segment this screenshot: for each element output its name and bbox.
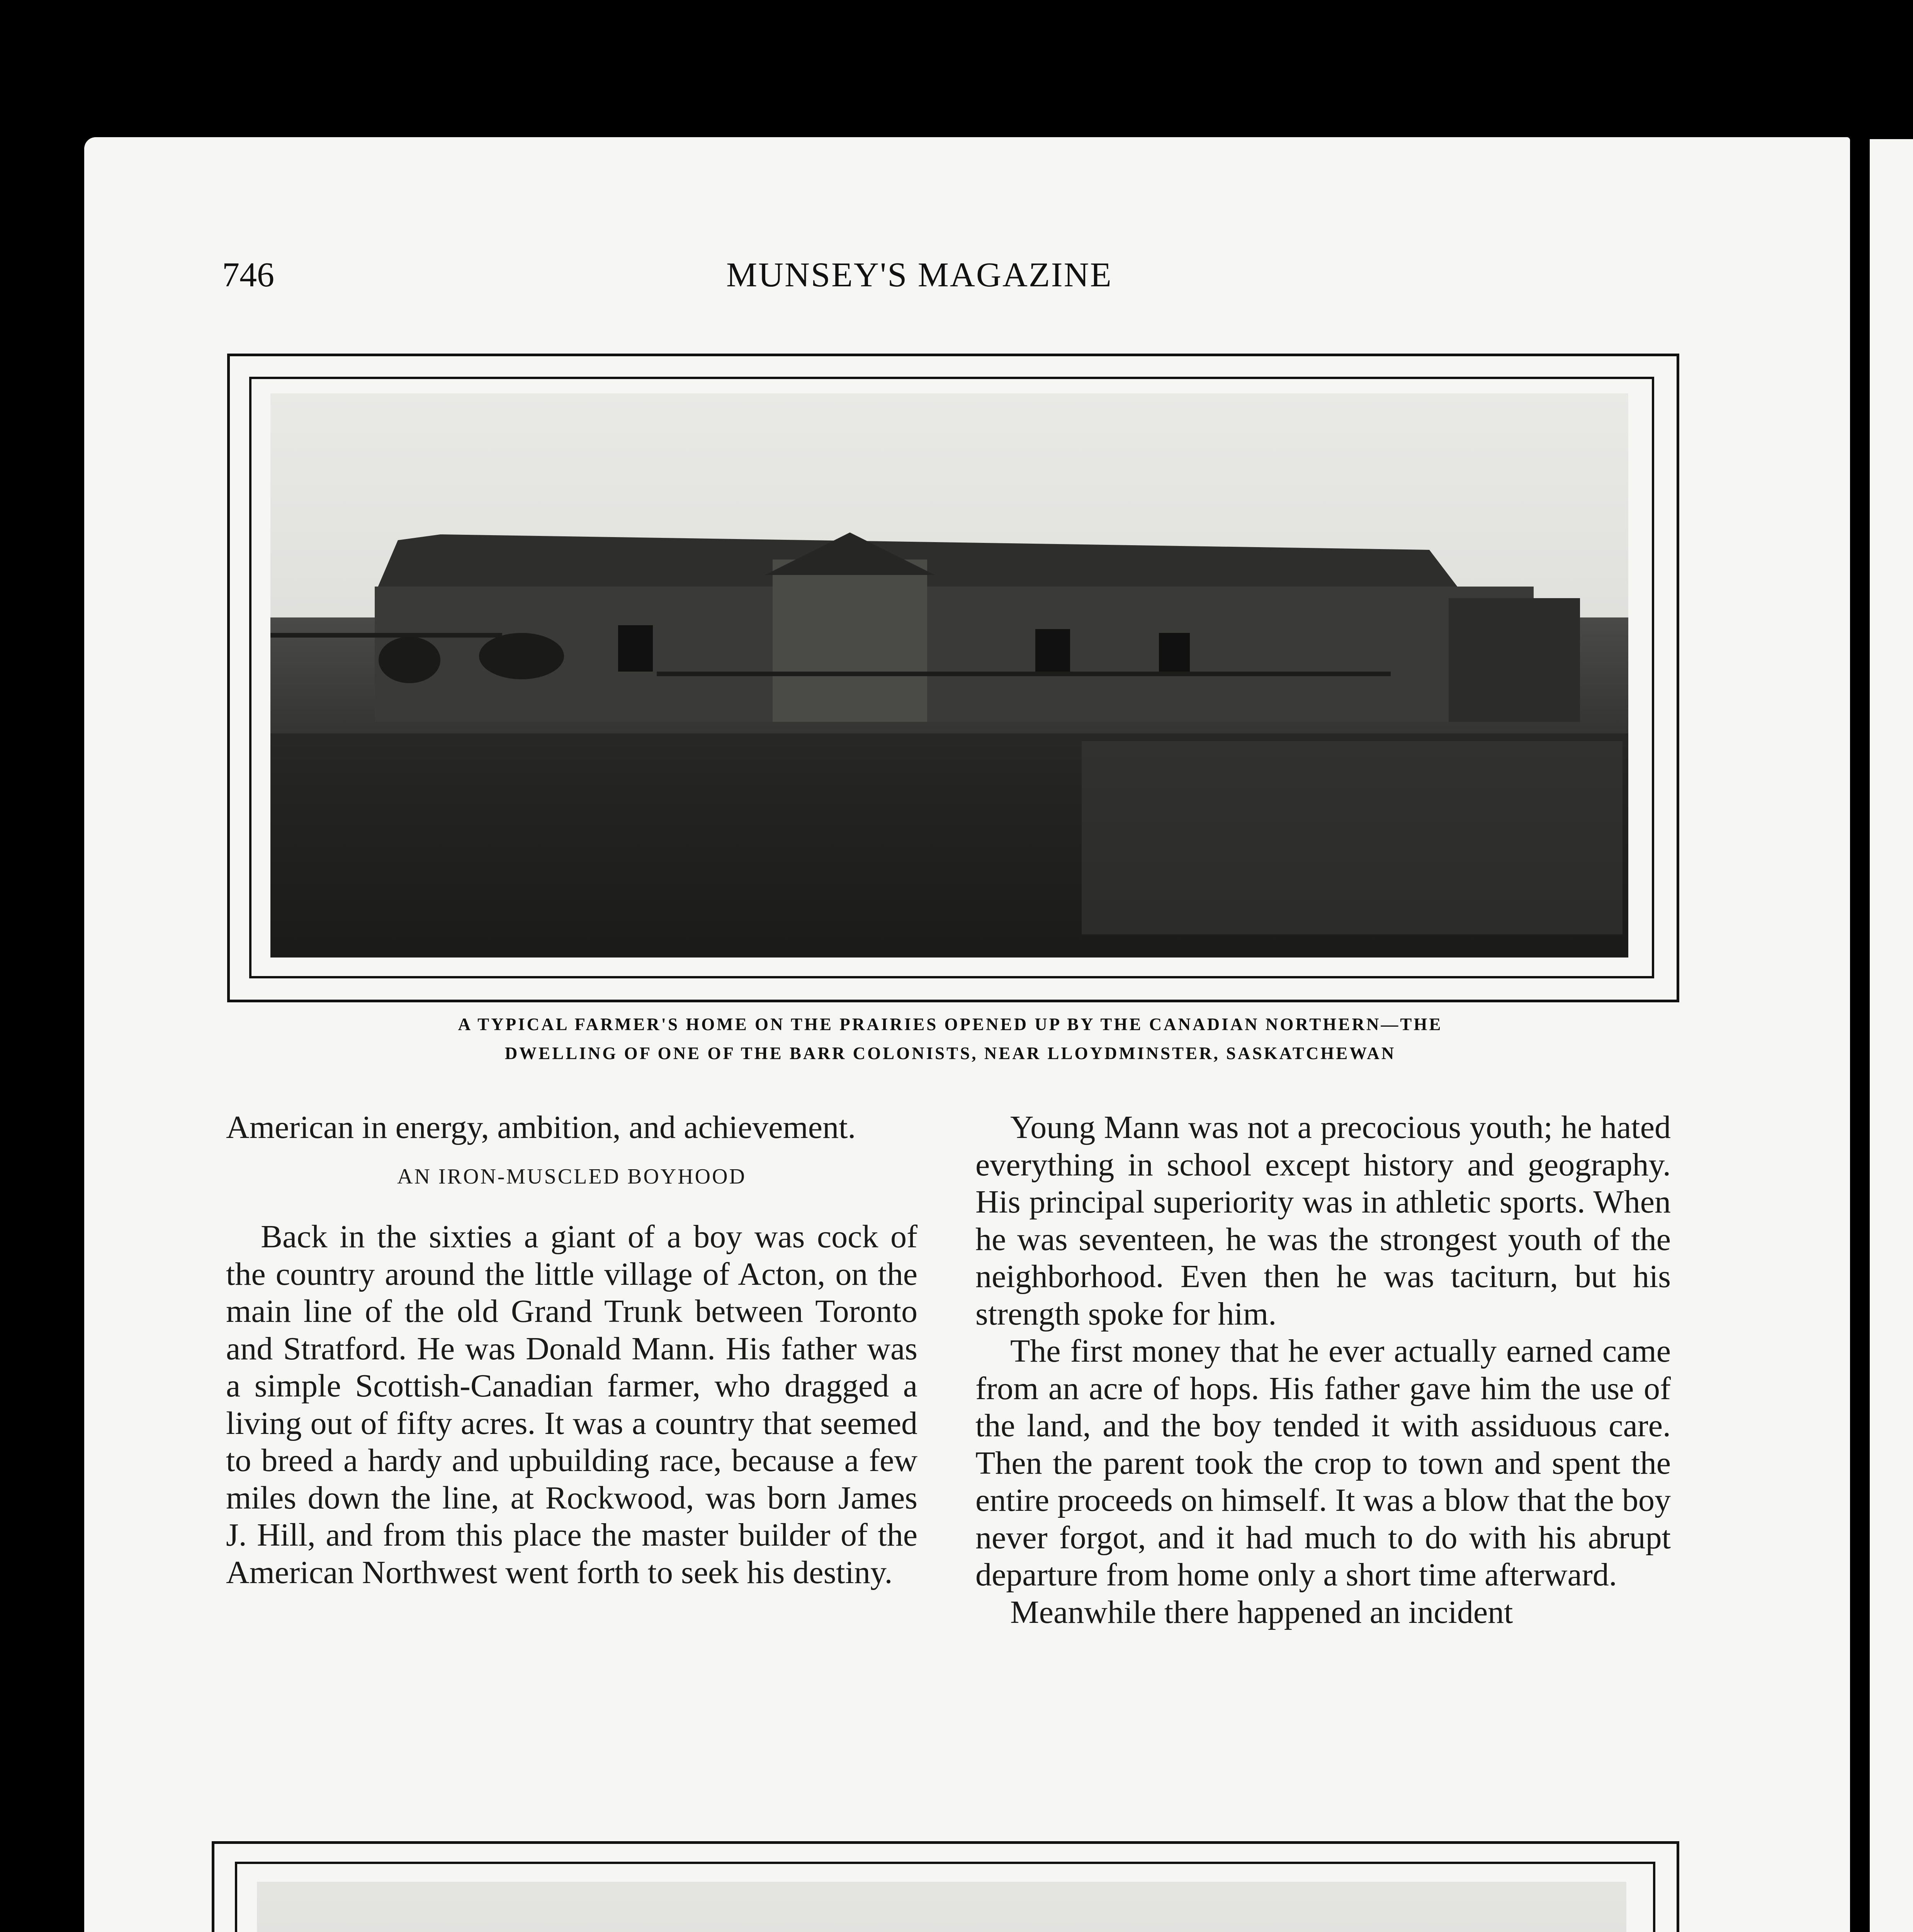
doukhobor-village-photo [257, 1882, 1626, 1932]
facing-page-edge [1870, 139, 1913, 1932]
top-caption-line2: DWELLING OF ONE OF THE BARR COLONISTS, NEAR LLOYDMINSTER, SASKATCHEWAN [505, 1044, 1396, 1063]
left-paragraph: Back in the sixties a giant of a boy was cock of the country around the little village of Acton, on the main line of the old Grand Trunk between Toronto and Stratford. He was Donald Mann. His father was a simple Scottish-Canadian farmer, who dragged a living out of fifty acres. It was a country that seemed to breed a hardy and upbuilding race, because a few miles down the line, at Rockwood, was born James J. Hill, and from this place the master builder of the American Northwest went forth to seek his destiny. [226, 1219, 917, 1590]
running-title: MUNSEY'S MAGAZINE [726, 256, 1113, 294]
farmhouse-photo [270, 393, 1628, 957]
right-paragraph-2: The first money that he ever actually earned came from an acre of hops. His father gave him the use of the land, and the boy tended it with assiduous care. Then the parent took the crop to town and spent the entire proceeds on himself. It was a blow that the boy never forgot, and it had much to do with his abrupt departure from home only a short time afterward. [975, 1333, 1671, 1593]
left-opening-text: American in energy, ambition, and achievement. [226, 1109, 856, 1145]
left-column [226, 1109, 917, 1591]
top-caption-line1: A TYPICAL FARMER'S HOME ON THE PRAIRIES OPENED UP BY THE CANADIAN NORTHERN—THE [458, 1015, 1443, 1034]
right-paragraph-3: Meanwhile there happened an incident [1010, 1594, 1513, 1630]
right-column [975, 1109, 1671, 1631]
right-paragraph-1: Young Mann was not a precocious youth; he hated everything in school except history and geography. His principal superiority was in athletic sports. When he was seventeen, he was the strongest youth of the neighborhood. Even then he was taciturn, but his strength spoke for him. [975, 1109, 1671, 1332]
page-number: 746 [222, 256, 274, 294]
section-subheading: AN IRON-MUSCLED BOYHOOD [397, 1164, 746, 1189]
